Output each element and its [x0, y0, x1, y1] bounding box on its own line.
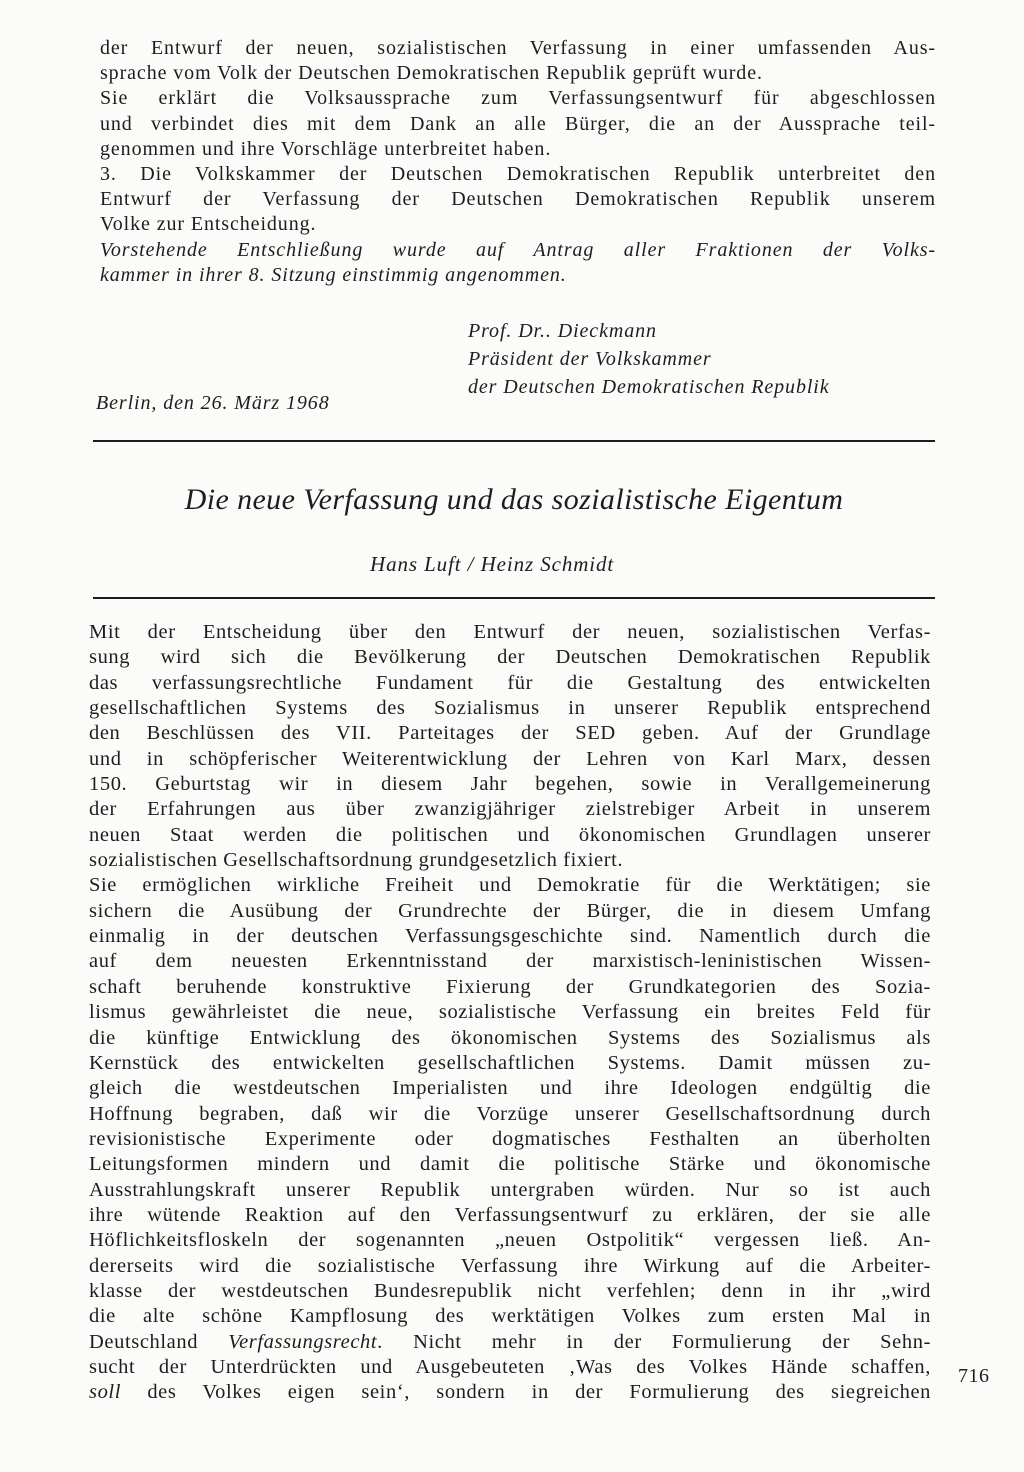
text-line: genommen und ihre Vorschläge unterbreitet haben. — [100, 137, 552, 160]
text-line: einmalig in der deutschen Verfassungsgeschichte sind. Namentlich durch die — [89, 925, 931, 948]
text-line: klasse der westdeutschen Bundesrepublik nicht verfehlen; denn in ihr „wird — [89, 1279, 931, 1302]
text-line: gleich die westdeutschen Imperialisten und ihre Ideologen endgültig die — [89, 1077, 931, 1100]
text-line: sprache vom Volk der Deutschen Demokratischen Republik geprüft wurde. — [100, 62, 763, 85]
text-line: Höflichkeitsfloskeln der sogenannten „neuen Ostpolitik“ vergessen ließ. An- — [89, 1229, 931, 1252]
text-line: Vorstehende Entschließung wurde auf Antrag aller Fraktionen der Volks- — [100, 238, 936, 261]
text-line: der Erfahrungen aus über zwanzigjähriger zielstrebiger Arbeit in unserem — [89, 798, 931, 821]
text-line: gesellschaftlichen Systems des Sozialismus in unserer Republik entsprechend — [89, 697, 931, 720]
emphasis: soll — [89, 1381, 122, 1404]
text-line: und in schöpferischer Weiterentwicklung der Lehren von Karl Marx, dessen — [89, 747, 931, 770]
text-line: auf dem neuesten Erkenntnisstand der marxistisch-leninistischen Wissen- — [89, 950, 931, 973]
text-line — [89, 1380, 931, 1405]
place-date: Berlin, den 26. März 1968 — [96, 392, 330, 414]
text-line: 150. Geburtstag wir in diesem Jahr begehen, sowie in Verallgemeinerung — [89, 773, 931, 796]
text-line: schaft beruhende konstruktive Fixierung der Grundkategorien des Sozia- — [89, 975, 931, 998]
text-line: kammer in ihrer 8. Sitzung einstimmig angenommen. — [100, 263, 567, 286]
signatory-title: Präsident der Volkskammer — [468, 348, 712, 370]
article-authors: Hans Luft / Heinz Schmidt — [370, 552, 615, 576]
text-line: der Entwurf der neuen, sozialistischen Verfassung in einer umfassenden Aus- — [100, 37, 936, 59]
text-line: 3. Die Volkskammer der Deutschen Demokratischen Republik unterbreitet den — [100, 162, 936, 185]
text-line: die künftige Entwicklung des ökonomischen Systems des Sozialismus als — [89, 1026, 931, 1049]
text-line: sozialistischen Gesellschaftsordnung grundgesetzlich fixiert. — [89, 849, 624, 872]
text-line: Volke zur Entscheidung. — [100, 213, 317, 236]
text-line: sung wird sich die Bevölkerung der Deutschen Demokratischen Republik — [89, 646, 931, 669]
text-line: Entwurf der Verfassung der Deutschen Demokratischen Republik unserem — [100, 188, 936, 211]
text-line: Mit der Entscheidung über den Entwurf der neuen, sozialistischen Verfas- — [89, 621, 931, 643]
text-line: ihre wütende Reaktion auf den Verfassungsentwurf zu erklären, der sie alle — [89, 1203, 931, 1226]
text-line: das verfassungsrechtliche Fundament für die Gestaltung des entwickelten — [89, 671, 931, 694]
text-line: Kernstück des entwickelten gesellschaftlichen Systems. Damit müssen zu- — [89, 1051, 931, 1074]
divider — [93, 597, 935, 599]
signature-block — [468, 317, 830, 401]
signatory-title: der Deutschen Demokratischen Republik — [468, 376, 830, 398]
text-line: neuen Staat werden die politischen und ökonomischen Grundlagen unserer — [89, 823, 931, 846]
article-title: Die neue Verfassung und das sozialistische Eigentum — [184, 483, 844, 516]
continued-resolution-text — [100, 36, 936, 288]
signatory-name: Prof. Dr.. Dieckmann — [468, 320, 657, 342]
text-line: sichern die Ausübung der Grundrechte der Bürger, die in diesem Umfang — [89, 899, 931, 922]
text-line: die alte schöne Kampflosung des werktätigen Volkes zum ersten Mal in — [89, 1305, 931, 1328]
text-line: den Beschlüssen des VII. Parteitages der SED geben. Auf der Grundlage — [89, 722, 931, 745]
text-fragment: des Volkes eigen sein‘, sondern in der Formulierung des siegreichen — [121, 1381, 931, 1404]
text-line: dererseits wird die sozialistische Verfassung ihre Wirkung auf die Arbeiter- — [89, 1254, 931, 1277]
text-line: Ausstrahlungskraft unserer Republik untergraben würden. Nur so ist auch — [89, 1178, 931, 1201]
text-fragment: Deutschland — [89, 1330, 229, 1353]
text-line: Sie ermöglichen wirkliche Freiheit und Demokratie für die Werktätigen; sie — [89, 874, 931, 897]
emphasis: Verfassungsrecht — [228, 1330, 378, 1353]
text-line: Hoffnung begraben, daß wir die Vorzüge unserer Gesellschaftsordnung durch — [89, 1102, 931, 1125]
divider — [93, 440, 935, 442]
text-fragment: . Nicht mehr in der Formulierung der Sehn- — [377, 1330, 932, 1353]
text-line: und verbindet dies mit dem Dank an alle Bürger, die an der Aussprache teil- — [100, 112, 936, 135]
text-line — [89, 1330, 931, 1355]
text-line: Leitungsformen mindern und damit die politische Stärke und ökonomische — [89, 1153, 931, 1176]
text-line: lismus gewährleistet die neue, sozialistische Verfassung ein breites Feld für — [89, 1001, 931, 1024]
page-number: 716 — [958, 1365, 990, 1387]
text-line: sucht der Unterdrückten und Ausgebeuteten ‚Was des Volkes Hände schaffen, — [89, 1355, 931, 1378]
article-body — [89, 620, 931, 1406]
text-line: revisionistische Experimente oder dogmatisches Festhalten an überholten — [89, 1127, 931, 1150]
text-line: Sie erklärt die Volksaussprache zum Verfassungsentwurf für abgeschlossen — [100, 87, 936, 110]
